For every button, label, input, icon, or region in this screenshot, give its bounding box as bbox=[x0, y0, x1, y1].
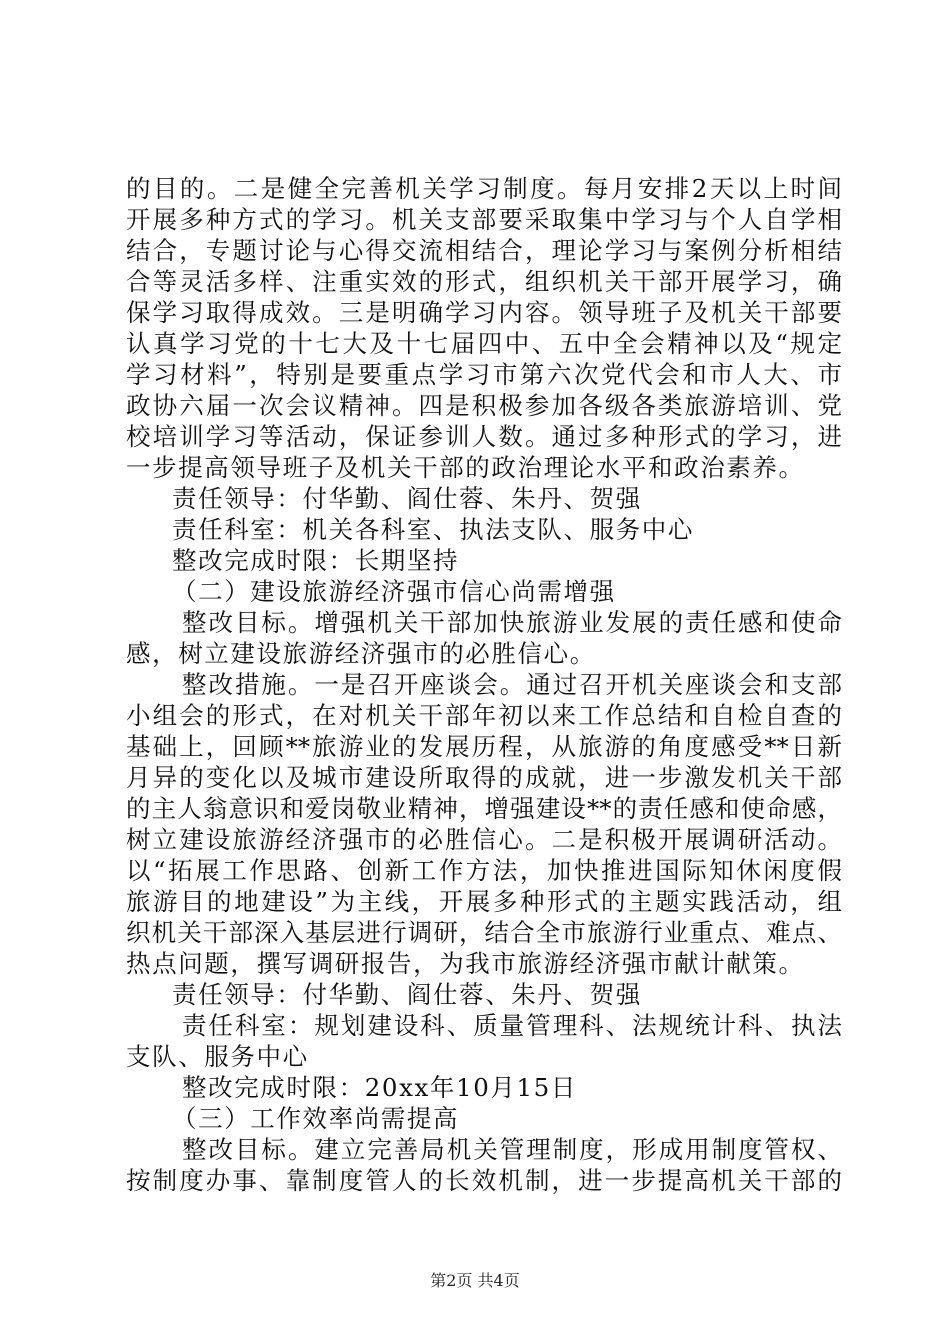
deadline: 整改完成时限：20xx年10月15日 bbox=[182, 1073, 577, 1102]
text-line: 结合，专题讨论与心得交流相结合，理论学习与案例分析相结 bbox=[126, 236, 842, 265]
text-line: 学习材料”，特别是要重点学习市第六次党代会和市人大、市 bbox=[126, 360, 842, 389]
page-footer: 第2页 共4页 bbox=[430, 1271, 520, 1290]
body-text bbox=[126, 173, 842, 1196]
text-line: 的目的。二是健全完善机关学习制度。每月安排2天以上时间 bbox=[126, 174, 842, 203]
text-line: 织机关干部深入基层进行调研，结合全市旅游行业重点、难点、 bbox=[126, 918, 842, 947]
section-heading: （三）工作效率尚需提高 bbox=[172, 1104, 460, 1133]
section-heading: （二）建设旅游经济强市信心尚需增强 bbox=[172, 577, 616, 606]
text-line: 政协六届一次会议精神。四是积极参加各级各类旅游培训、党 bbox=[126, 391, 842, 420]
text-line: 校培训学习等活动，保证参训人数。通过多种形式的学习，进 bbox=[126, 422, 842, 451]
text-line: 按制度办事、靠制度管人的长效机制，进一步提高机关干部的 bbox=[126, 1166, 842, 1195]
text-line: 以“拓展工作思路、创新工作方法，加快推进国际知休闲度假 bbox=[126, 856, 842, 885]
text-line: 支队、服务中心 bbox=[126, 1042, 309, 1071]
text-line: 旅游目的地建设”为主线，开展多种形式的主题实践活动，组 bbox=[126, 887, 842, 916]
responsible-departments: 责任科室：机关各科室、执法支队、服务中心 bbox=[172, 515, 694, 544]
text-line: 感，树立建设旅游经济强市的必胜信心。 bbox=[126, 639, 596, 668]
responsible-departments: 责任科室：规划建设科、质量管理科、法规统计科、执法 bbox=[182, 1011, 842, 1040]
text-line: 开展多种方式的学习。机关支部要采取集中学习与个人自学相 bbox=[126, 205, 842, 234]
responsible-leaders: 责任领导：付华勤、阎仕蓉、朱丹、贺强 bbox=[172, 484, 642, 513]
text-line: 月异的变化以及城市建设所取得的成就，进一步激发机关干部 bbox=[126, 763, 842, 792]
text-line: 小组会的形式，在对机关干部年初以来工作总结和自检自查的 bbox=[126, 701, 842, 730]
text-line: 整改目标。增强机关干部加快旅游业发展的责任感和使命 bbox=[182, 608, 842, 637]
text-line: 树立建设旅游经济强市的必胜信心。二是积极开展调研活动。 bbox=[126, 825, 842, 854]
text-line: 合等灵活多样、注重实效的形式，组织机关干部开展学习，确 bbox=[126, 267, 842, 296]
text-line: 热点问题，撰写调研报告，为我市旅游经济强市献计献策。 bbox=[126, 949, 805, 978]
text-line: 保学习取得成效。三是明确学习内容。领导班子及机关干部要 bbox=[126, 298, 842, 327]
text-line: 整改目标。建立完善局机关管理制度，形成用制度管权、 bbox=[182, 1135, 842, 1164]
text-line: 一步提高领导班子及机关干部的政治理论水平和政治素养。 bbox=[126, 453, 805, 482]
deadline: 整改完成时限：长期坚持 bbox=[172, 546, 460, 575]
text-line: 基础上，回顾**旅游业的发展历程，从旅游的角度感受**日新 bbox=[126, 732, 842, 761]
text-line: 认真学习党的十七大及十七届四中、五中全会精神以及“规定 bbox=[126, 329, 842, 358]
responsible-leaders: 责任领导：付华勤、阎仕蓉、朱丹、贺强 bbox=[172, 980, 642, 1009]
text-line: 整改措施。一是召开座谈会。通过召开机关座谈会和支部 bbox=[182, 670, 842, 699]
text-line: 的主人翁意识和爱岗敬业精神，增强建设**的责任感和使命感， bbox=[126, 794, 842, 823]
